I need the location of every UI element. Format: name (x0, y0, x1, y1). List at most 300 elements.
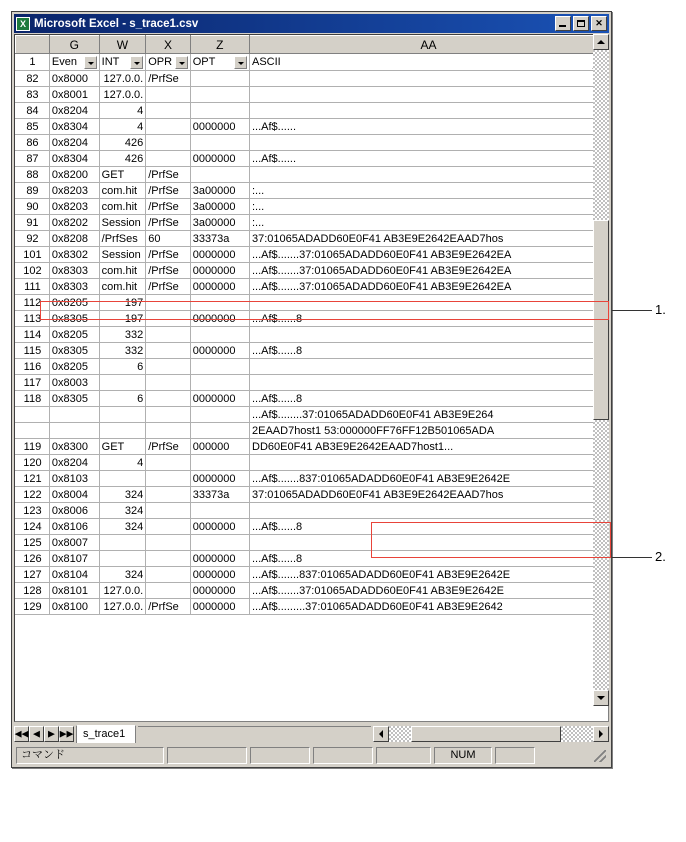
cell-aa[interactable]: ...Af$.......37:01065ADADD60E0F41 AB3E9E2642E (250, 583, 608, 599)
cell-z[interactable]: 0000000 (190, 567, 249, 583)
cell-aa[interactable] (250, 135, 608, 151)
vertical-scroll-track[interactable] (593, 50, 609, 690)
cell-aa[interactable]: ...Af$........37:01065ADADD60E0F41 AB3E9E264 (250, 407, 608, 423)
cell-g[interactable]: 0x8304 (49, 151, 99, 167)
select-all-corner[interactable] (16, 36, 50, 54)
cell-z[interactable]: 000000 (190, 439, 249, 455)
filter-label-event: Even (51, 56, 77, 68)
row-header[interactable]: 83 (16, 87, 50, 103)
cell-g[interactable]: 0x8007 (49, 535, 99, 551)
cell-w[interactable]: Session (99, 215, 146, 231)
table-row[interactable] (16, 199, 608, 215)
cell-z[interactable]: 0000000 (190, 471, 249, 487)
cell-aa[interactable] (250, 103, 608, 119)
cell-g[interactable]: 0x8104 (49, 567, 99, 583)
cell-w[interactable]: 127.0.0. (99, 599, 146, 615)
autofilter-row (16, 54, 608, 71)
cell-w[interactable]: 197 (99, 295, 146, 311)
cell-x[interactable] (146, 343, 190, 359)
excel-window (11, 11, 612, 768)
cell-g[interactable]: 0x8200 (49, 167, 99, 183)
cell-z[interactable] (190, 359, 249, 375)
cell-w[interactable]: com.hit (99, 183, 146, 199)
cell-x[interactable] (146, 487, 190, 503)
cell-g[interactable] (49, 423, 99, 439)
cell-aa[interactable]: :... (250, 215, 608, 231)
cell-aa[interactable] (250, 503, 608, 519)
cell-x[interactable]: /PrfSe (146, 215, 190, 231)
cell-z[interactable]: 0000000 (190, 279, 249, 295)
minimize-button[interactable] (555, 16, 571, 31)
cell-x[interactable] (146, 151, 190, 167)
cell-aa[interactable]: ...Af$.........37:01065ADADD60E0F41 AB3E9E2642 (250, 599, 608, 615)
last-sheet-button[interactable]: ▶▶ (59, 726, 74, 742)
cell-x[interactable] (146, 295, 190, 311)
cell-z[interactable] (190, 103, 249, 119)
table-row[interactable] (16, 503, 608, 519)
status-panel-3 (313, 747, 373, 764)
cell-g[interactable]: 0x8205 (49, 327, 99, 343)
cell-x[interactable]: /PrfSe (146, 199, 190, 215)
close-button[interactable]: ✕ (591, 16, 607, 31)
cell-w[interactable]: 127.0.0. (99, 71, 146, 87)
table-row[interactable] (16, 343, 608, 359)
row-header[interactable] (16, 407, 50, 423)
row-header[interactable]: 85 (16, 119, 50, 135)
cell-x[interactable] (146, 535, 190, 551)
status-mode: コマンド (16, 747, 164, 764)
annotation-label-2: 2. (655, 549, 666, 564)
cell-x[interactable] (146, 391, 190, 407)
sheet-tab-bar (14, 725, 609, 743)
row-header[interactable]: 127 (16, 567, 50, 583)
cell-x[interactable] (146, 87, 190, 103)
cell-w[interactable]: 324 (99, 487, 146, 503)
cell-aa[interactable] (250, 327, 608, 343)
table-row[interactable] (16, 359, 608, 375)
table-row[interactable] (16, 471, 608, 487)
maximize-button[interactable] (573, 16, 589, 31)
cell-z[interactable] (190, 135, 249, 151)
window-title: Microsoft Excel - s_trace1.csv (34, 17, 199, 30)
table-row[interactable] (16, 103, 608, 119)
scroll-down-button[interactable] (593, 690, 609, 706)
cell-g[interactable]: 0x8004 (49, 487, 99, 503)
cell-w[interactable]: 324 (99, 567, 146, 583)
cell-g[interactable]: 0x8006 (49, 503, 99, 519)
cell-x[interactable]: 60 (146, 231, 190, 247)
cell-g[interactable]: 0x8208 (49, 231, 99, 247)
table-row[interactable] (16, 263, 608, 279)
cell-x[interactable]: /PrfSe (146, 247, 190, 263)
row-header[interactable]: 125 (16, 535, 50, 551)
filter-cell-ascii[interactable] (250, 54, 608, 71)
column-header-z[interactable]: Z (190, 36, 249, 54)
cell-aa[interactable]: DD60E0F41 AB3E9E2642EAAD7host1... (250, 439, 608, 455)
cell-x[interactable] (146, 327, 190, 343)
table-row[interactable] (16, 279, 608, 295)
next-sheet-button[interactable]: ▶ (44, 726, 59, 742)
table-row[interactable] (16, 375, 608, 391)
row-header[interactable]: 102 (16, 263, 50, 279)
cell-aa[interactable]: ...Af$...... (250, 151, 608, 167)
first-sheet-button[interactable]: ◀◀ (14, 726, 29, 742)
status-panel-4 (376, 747, 431, 764)
filter-label-ascii: ASCII (252, 56, 281, 68)
cell-aa[interactable] (250, 167, 608, 183)
table-row[interactable] (16, 215, 608, 231)
row-header[interactable]: 116 (16, 359, 50, 375)
cell-aa[interactable] (250, 455, 608, 471)
scroll-right-button[interactable] (593, 726, 609, 742)
row-header[interactable]: 121 (16, 471, 50, 487)
row-header[interactable]: 117 (16, 375, 50, 391)
cell-aa[interactable] (250, 87, 608, 103)
excel-icon: X (16, 17, 30, 31)
filter-dropdown-icon-opt[interactable] (234, 56, 247, 69)
filter-dropdown-icon-event[interactable] (84, 56, 97, 69)
cell-g[interactable]: 0x8100 (49, 599, 99, 615)
tab-area-filler (138, 726, 371, 743)
cell-x[interactable] (146, 119, 190, 135)
column-header-row (16, 36, 608, 54)
cell-x[interactable] (146, 135, 190, 151)
cell-x[interactable] (146, 455, 190, 471)
horizontal-scrollbar[interactable] (373, 726, 609, 742)
table-row[interactable] (16, 119, 608, 135)
cell-w[interactable]: 324 (99, 503, 146, 519)
cell-x[interactable] (146, 311, 190, 327)
table-row[interactable] (16, 391, 608, 407)
cell-g[interactable]: 0x8300 (49, 439, 99, 455)
prev-sheet-button[interactable]: ◀ (29, 726, 44, 742)
cell-aa[interactable]: ...Af$......8 (250, 311, 608, 327)
filter-dropdown-icon-opr[interactable] (175, 56, 188, 69)
annotation-leader-2 (612, 557, 652, 558)
cell-x[interactable]: /PrfSe (146, 599, 190, 615)
cell-w[interactable] (99, 423, 146, 439)
cell-g[interactable]: 0x8203 (49, 183, 99, 199)
table-row[interactable] (16, 599, 608, 615)
table-row[interactable] (16, 327, 608, 343)
cell-x[interactable] (146, 103, 190, 119)
cell-x[interactable]: /PrfSe (146, 279, 190, 295)
horizontal-scroll-track[interactable] (389, 726, 593, 742)
cell-g[interactable] (49, 407, 99, 423)
cell-z[interactable] (190, 455, 249, 471)
cell-g[interactable]: 0x8204 (49, 455, 99, 471)
row-header[interactable]: 92 (16, 231, 50, 247)
cell-aa[interactable]: :... (250, 183, 608, 199)
column-header-w[interactable]: W (99, 36, 146, 54)
cell-g[interactable]: 0x8305 (49, 343, 99, 359)
cell-g[interactable]: 0x8303 (49, 279, 99, 295)
cell-w[interactable]: 332 (99, 327, 146, 343)
cell-g[interactable]: 0x8302 (49, 247, 99, 263)
cell-w[interactable]: 6 (99, 391, 146, 407)
cell-g[interactable]: 0x8101 (49, 583, 99, 599)
cell-z[interactable]: 3a00000 (190, 215, 249, 231)
cell-z[interactable]: 0000000 (190, 343, 249, 359)
cell-g[interactable]: 0x8304 (49, 119, 99, 135)
table-row[interactable] (16, 567, 608, 583)
cell-x[interactable] (146, 423, 190, 439)
column-header-x[interactable]: X (146, 36, 190, 54)
cell-g[interactable]: 0x8103 (49, 471, 99, 487)
sheet-tab-s-trace1[interactable]: s_trace1 (76, 725, 136, 743)
cell-z[interactable]: 33373a (190, 231, 249, 247)
cell-g[interactable]: 0x8000 (49, 71, 99, 87)
row-header[interactable]: 91 (16, 215, 50, 231)
cell-w[interactable] (99, 471, 146, 487)
cell-g[interactable]: 0x8003 (49, 375, 99, 391)
cell-w[interactable] (99, 551, 146, 567)
filter-dropdown-icon-int[interactable] (130, 56, 143, 69)
cell-g[interactable]: 0x8107 (49, 551, 99, 567)
cell-aa[interactable]: ...Af$.......837:01065ADADD60E0F41 AB3E9E2642E (250, 567, 608, 583)
cell-w[interactable]: 426 (99, 151, 146, 167)
row-header[interactable]: 112 (16, 295, 50, 311)
table-row[interactable] (16, 583, 608, 599)
row-header[interactable]: 89 (16, 183, 50, 199)
table-row[interactable] (16, 167, 608, 183)
cell-x[interactable] (146, 567, 190, 583)
cell-w[interactable]: Session (99, 247, 146, 263)
row-header[interactable]: 120 (16, 455, 50, 471)
table-row[interactable] (16, 407, 608, 423)
status-panel-2 (250, 747, 310, 764)
cell-z[interactable] (190, 295, 249, 311)
cell-z[interactable]: 0000000 (190, 151, 249, 167)
table-row[interactable] (16, 295, 608, 311)
cell-z[interactable]: 0000000 (190, 119, 249, 135)
row-header[interactable]: 128 (16, 583, 50, 599)
cell-aa[interactable]: 2EAAD7host1 53:000000FF76FF12B501065ADA (250, 423, 608, 439)
cell-x[interactable]: /PrfSe (146, 263, 190, 279)
cell-g[interactable]: 0x8205 (49, 295, 99, 311)
row-header[interactable]: 82 (16, 71, 50, 87)
cell-x[interactable]: /PrfSe (146, 439, 190, 455)
cell-aa[interactable] (250, 295, 608, 311)
filter-cell-int[interactable] (99, 54, 146, 71)
cell-z[interactable]: 0000000 (190, 551, 249, 567)
table-row[interactable] (16, 311, 608, 327)
row-header[interactable]: 118 (16, 391, 50, 407)
cell-aa[interactable]: ...Af$.......837:01065ADADD60E0F41 AB3E9E2642E (250, 471, 608, 487)
row-header[interactable]: 84 (16, 103, 50, 119)
cell-g[interactable]: 0x8001 (49, 87, 99, 103)
table-row[interactable] (16, 519, 608, 535)
cell-aa[interactable]: 37:01065ADADD60E0F41 AB3E9E2642EAAD7hos (250, 231, 608, 247)
row-header[interactable]: 124 (16, 519, 50, 535)
cell-x[interactable]: /PrfSe (146, 183, 190, 199)
cell-aa[interactable] (250, 375, 608, 391)
cell-w[interactable]: 426 (99, 135, 146, 151)
filter-label-int: INT (101, 56, 120, 68)
cell-w[interactable]: com.hit (99, 279, 146, 295)
status-panel-5 (495, 747, 535, 764)
cell-aa[interactable]: ...Af$......8 (250, 551, 608, 567)
row-header[interactable]: 126 (16, 551, 50, 567)
cell-z[interactable] (190, 327, 249, 343)
cell-w[interactable]: 127.0.0. (99, 87, 146, 103)
cell-x[interactable]: /PrfSe (146, 167, 190, 183)
column-header-g[interactable]: G (49, 36, 99, 54)
cell-aa[interactable]: ...Af$.......37:01065ADADD60E0F41 AB3E9E2642EA (250, 279, 608, 295)
cell-g[interactable]: 0x8203 (49, 199, 99, 215)
cell-aa[interactable]: ...Af$.......37:01065ADADD60E0F41 AB3E9E2642EA (250, 247, 608, 263)
row-header[interactable]: 119 (16, 439, 50, 455)
cell-g[interactable]: 0x8204 (49, 135, 99, 151)
cell-g[interactable]: 0x8303 (49, 263, 99, 279)
table-row[interactable] (16, 135, 608, 151)
cell-z[interactable]: 0000000 (190, 263, 249, 279)
column-header-aa[interactable]: AA (250, 36, 608, 54)
table-row[interactable] (16, 551, 608, 567)
cell-x[interactable]: /PrfSe (146, 71, 190, 87)
status-num-lock: NUM (434, 747, 492, 764)
cell-w[interactable]: 324 (99, 519, 146, 535)
row-header[interactable]: 87 (16, 151, 50, 167)
window-controls (555, 16, 607, 31)
table-row[interactable] (16, 535, 608, 551)
cell-z[interactable] (190, 375, 249, 391)
filter-label-opt: OPT (192, 56, 216, 68)
cell-x[interactable] (146, 471, 190, 487)
cell-w[interactable]: GET (99, 439, 146, 455)
cell-w[interactable]: 4 (99, 455, 146, 471)
cell-w[interactable]: 127.0.0. (99, 583, 146, 599)
cell-aa[interactable] (250, 359, 608, 375)
resize-grip-icon[interactable] (591, 747, 607, 763)
cell-z[interactable] (190, 407, 249, 423)
row-header[interactable]: 129 (16, 599, 50, 615)
row-header[interactable]: 115 (16, 343, 50, 359)
cell-z[interactable]: 0000000 (190, 247, 249, 263)
table-row[interactable] (16, 183, 608, 199)
row-header[interactable]: 111 (16, 279, 50, 295)
table-row[interactable] (16, 487, 608, 503)
cell-x[interactable] (146, 375, 190, 391)
cell-g[interactable]: 0x8106 (49, 519, 99, 535)
row-header[interactable]: 113 (16, 311, 50, 327)
cell-g[interactable]: 0x8305 (49, 391, 99, 407)
vertical-scroll-thumb[interactable] (593, 220, 609, 420)
cell-z[interactable]: 0000000 (190, 599, 249, 615)
cell-aa[interactable]: ...Af$......8 (250, 391, 608, 407)
cell-g[interactable]: 0x8204 (49, 103, 99, 119)
cell-w[interactable]: com.hit (99, 263, 146, 279)
status-panel-1 (167, 747, 247, 764)
cell-w[interactable]: 6 (99, 359, 146, 375)
cell-x[interactable] (146, 583, 190, 599)
status-bar (14, 745, 609, 765)
table-row[interactable] (16, 455, 608, 471)
cell-aa[interactable]: :... (250, 199, 608, 215)
scroll-left-button[interactable] (373, 726, 389, 742)
cell-z[interactable] (190, 167, 249, 183)
cell-w[interactable]: 4 (99, 119, 146, 135)
row-header[interactable]: 122 (16, 487, 50, 503)
row-header[interactable]: 90 (16, 199, 50, 215)
scroll-up-button[interactable] (593, 34, 609, 50)
annotation-label-1: 1. (655, 302, 666, 317)
row-header[interactable] (16, 423, 50, 439)
cell-z[interactable] (190, 535, 249, 551)
cell-g[interactable]: 0x8202 (49, 215, 99, 231)
table-row[interactable] (16, 151, 608, 167)
cell-z[interactable]: 0000000 (190, 311, 249, 327)
cell-w[interactable]: com.hit (99, 199, 146, 215)
cell-aa[interactable]: ...Af$.......37:01065ADADD60E0F41 AB3E9E2642EA (250, 263, 608, 279)
cell-w[interactable] (99, 375, 146, 391)
cell-aa[interactable]: ...Af$......8 (250, 343, 608, 359)
cell-w[interactable] (99, 535, 146, 551)
table-row[interactable] (16, 423, 608, 439)
filter-cell-opt[interactable] (190, 54, 249, 71)
row-header[interactable]: 123 (16, 503, 50, 519)
annotation-leader-1 (612, 310, 652, 311)
row-header[interactable]: 101 (16, 247, 50, 263)
cell-w[interactable]: /PrfSes (99, 231, 146, 247)
cell-g[interactable]: 0x8305 (49, 311, 99, 327)
row-header[interactable]: 86 (16, 135, 50, 151)
cell-z[interactable]: 0000000 (190, 519, 249, 535)
cell-x[interactable] (146, 359, 190, 375)
cell-aa[interactable]: ...Af$...... (250, 119, 608, 135)
cell-aa[interactable]: 37:01065ADADD60E0F41 AB3E9E2642EAAD7hos (250, 487, 608, 503)
cell-aa[interactable]: ...Af$......8 (250, 519, 608, 535)
cell-aa[interactable] (250, 535, 608, 551)
row-header-1[interactable]: 1 (16, 54, 50, 71)
sheet-nav-buttons (14, 726, 74, 742)
cell-aa[interactable] (250, 71, 608, 87)
cell-z[interactable]: 33373a (190, 487, 249, 503)
table-row[interactable] (16, 87, 608, 103)
cell-z[interactable]: 0000000 (190, 583, 249, 599)
cell-z[interactable] (190, 71, 249, 87)
cell-z[interactable] (190, 423, 249, 439)
cell-w[interactable]: 197 (99, 311, 146, 327)
filter-cell-opr[interactable] (146, 54, 190, 71)
table-row[interactable] (16, 71, 608, 87)
cell-x[interactable] (146, 519, 190, 535)
cell-w[interactable]: 332 (99, 343, 146, 359)
cell-x[interactable] (146, 503, 190, 519)
cell-z[interactable] (190, 87, 249, 103)
cell-w[interactable]: GET (99, 167, 146, 183)
cell-x[interactable] (146, 551, 190, 567)
cell-z[interactable]: 3a00000 (190, 183, 249, 199)
row-header[interactable]: 88 (16, 167, 50, 183)
cell-z[interactable]: 3a00000 (190, 199, 249, 215)
table-row[interactable] (16, 247, 608, 263)
cell-w[interactable]: 4 (99, 103, 146, 119)
cell-z[interactable] (190, 503, 249, 519)
cell-g[interactable]: 0x8205 (49, 359, 99, 375)
table-row[interactable] (16, 439, 608, 455)
row-header[interactable]: 114 (16, 327, 50, 343)
cell-w[interactable] (99, 407, 146, 423)
spreadsheet-grid[interactable] (14, 34, 609, 722)
cell-z[interactable]: 0000000 (190, 391, 249, 407)
vertical-scrollbar[interactable] (593, 34, 609, 706)
filter-cell-event[interactable] (49, 54, 99, 71)
title-bar[interactable] (14, 14, 609, 33)
cell-x[interactable] (146, 407, 190, 423)
horizontal-scroll-thumb[interactable] (411, 726, 561, 742)
table-row[interactable] (16, 231, 608, 247)
